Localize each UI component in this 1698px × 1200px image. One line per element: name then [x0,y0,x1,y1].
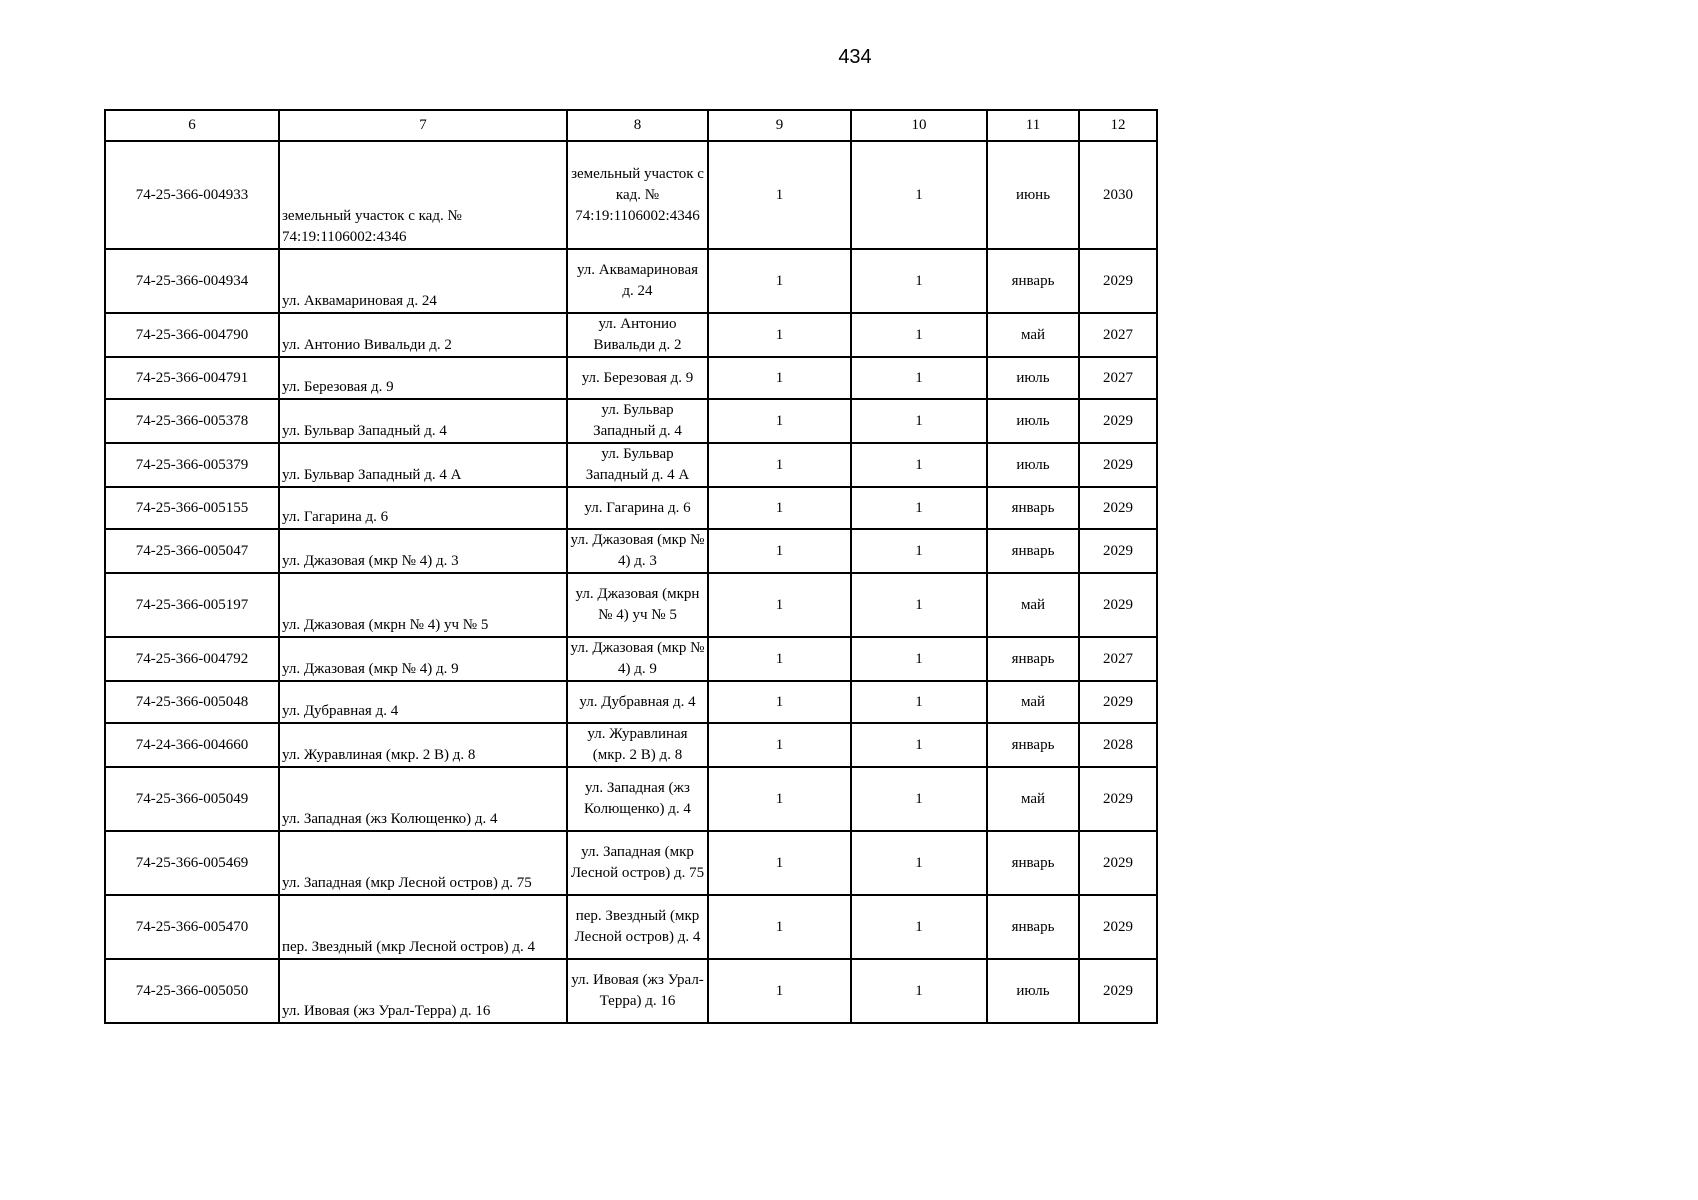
registry-number-cell: 74-25-366-005378 [105,399,279,443]
address-cell: ул. Березовая д. 9 [567,357,708,399]
address-cell: земельный участок с кад. № 74:19:1106002:4346 [567,141,708,249]
month-cell: май [987,681,1079,723]
column-header: 10 [851,110,987,141]
object-name-cell: ул. Березовая д. 9 [279,357,567,399]
year-cell: 2029 [1079,399,1157,443]
object-name-cell: ул. Журавлиная (мкр. 2 В) д. 8 [279,723,567,767]
value-10-cell: 1 [851,637,987,681]
value-9-cell: 1 [708,313,851,357]
year-cell: 2030 [1079,141,1157,249]
value-9-cell: 1 [708,767,851,831]
value-10-cell: 1 [851,681,987,723]
year-cell: 2027 [1079,313,1157,357]
address-cell: ул. Антонио Вивальди д. 2 [567,313,708,357]
column-header: 8 [567,110,708,141]
month-cell: май [987,767,1079,831]
value-10-cell: 1 [851,831,987,895]
table-row [105,249,1157,313]
table-body [105,141,1157,1023]
table-row [105,141,1157,249]
value-9-cell: 1 [708,399,851,443]
month-cell: январь [987,895,1079,959]
value-10-cell: 1 [851,959,987,1023]
year-cell: 2027 [1079,637,1157,681]
month-cell: июль [987,357,1079,399]
month-cell: январь [987,487,1079,529]
address-cell: ул. Джазовая (мкр № 4) д. 9 [567,637,708,681]
value-10-cell: 1 [851,399,987,443]
table-row [105,573,1157,637]
month-cell: январь [987,637,1079,681]
year-cell: 2028 [1079,723,1157,767]
registry-number-cell: 74-24-366-004660 [105,723,279,767]
object-name-cell: ул. Гагарина д. 6 [279,487,567,529]
object-name-cell: ул. Бульвар Западный д. 4 А [279,443,567,487]
object-name-cell: земельный участок с кад. № 74:19:1106002:4346 [279,141,567,249]
table-row [105,637,1157,681]
registry-number-cell: 74-25-366-005470 [105,895,279,959]
month-cell: июль [987,959,1079,1023]
column-header: 6 [105,110,279,141]
address-cell: ул. Бульвар Западный д. 4 А [567,443,708,487]
year-cell: 2029 [1079,831,1157,895]
table-row [105,529,1157,573]
year-cell: 2029 [1079,443,1157,487]
year-cell: 2029 [1079,529,1157,573]
value-9-cell: 1 [708,637,851,681]
month-cell: январь [987,831,1079,895]
value-9-cell: 1 [708,487,851,529]
month-cell: июнь [987,141,1079,249]
registry-number-cell: 74-25-366-005469 [105,831,279,895]
table-row [105,487,1157,529]
object-name-cell: ул. Антонио Вивальди д. 2 [279,313,567,357]
value-10-cell: 1 [851,895,987,959]
registry-number-cell: 74-25-366-005050 [105,959,279,1023]
registry-number-cell: 74-25-366-004934 [105,249,279,313]
table-row [105,831,1157,895]
address-cell: ул. Джазовая (мкр № 4) д. 3 [567,529,708,573]
address-cell: ул. Джазовая (мкрн № 4) уч № 5 [567,573,708,637]
year-cell: 2029 [1079,249,1157,313]
value-10-cell: 1 [851,487,987,529]
table-row [105,357,1157,399]
table-row [105,767,1157,831]
value-9-cell: 1 [708,573,851,637]
header-row [105,110,1157,141]
value-10-cell: 1 [851,313,987,357]
value-9-cell: 1 [708,529,851,573]
year-cell: 2029 [1079,681,1157,723]
value-10-cell: 1 [851,573,987,637]
value-9-cell: 1 [708,895,851,959]
registry-number-cell: 74-25-366-004933 [105,141,279,249]
registry-number-cell: 74-25-366-005197 [105,573,279,637]
registry-number-cell: 74-25-366-005048 [105,681,279,723]
registry-number-cell: 74-25-366-005155 [105,487,279,529]
address-cell: ул. Гагарина д. 6 [567,487,708,529]
object-name-cell: ул. Аквамариновая д. 24 [279,249,567,313]
object-name-cell: ул. Западная (мкр Лесной остров) д. 75 [279,831,567,895]
registry-number-cell: 74-25-366-005047 [105,529,279,573]
table-row [105,723,1157,767]
registry-table [104,109,1158,1024]
page-number: 434 [838,46,872,68]
value-9-cell: 1 [708,723,851,767]
object-name-cell: ул. Ивовая (жз Урал-Терра) д. 16 [279,959,567,1023]
table-row [105,681,1157,723]
object-name-cell: ул. Бульвар Западный д. 4 [279,399,567,443]
value-9-cell: 1 [708,443,851,487]
address-cell: ул. Аквамариновая д. 24 [567,249,708,313]
address-cell: ул. Западная (мкр Лесной остров) д. 75 [567,831,708,895]
column-header: 9 [708,110,851,141]
address-cell: ул. Ивовая (жз Урал-Терра) д. 16 [567,959,708,1023]
column-header: 12 [1079,110,1157,141]
value-10-cell: 1 [851,249,987,313]
value-10-cell: 1 [851,357,987,399]
month-cell: январь [987,249,1079,313]
registry-number-cell: 74-25-366-004792 [105,637,279,681]
registry-number-cell: 74-25-366-005379 [105,443,279,487]
address-cell: ул. Западная (жз Колющенко) д. 4 [567,767,708,831]
address-cell: ул. Бульвар Западный д. 4 [567,399,708,443]
object-name-cell: ул. Джазовая (мкр № 4) д. 3 [279,529,567,573]
year-cell: 2029 [1079,487,1157,529]
object-name-cell: ул. Джазовая (мкр № 4) д. 9 [279,637,567,681]
month-cell: июль [987,443,1079,487]
registry-number-cell: 74-25-366-004791 [105,357,279,399]
table-row [105,443,1157,487]
year-cell: 2029 [1079,573,1157,637]
year-cell: 2029 [1079,767,1157,831]
year-cell: 2027 [1079,357,1157,399]
object-name-cell: ул. Дубравная д. 4 [279,681,567,723]
table-row [105,399,1157,443]
object-name-cell: ул. Западная (жз Колющенко) д. 4 [279,767,567,831]
value-10-cell: 1 [851,141,987,249]
value-10-cell: 1 [851,529,987,573]
year-cell: 2029 [1079,895,1157,959]
value-9-cell: 1 [708,959,851,1023]
value-10-cell: 1 [851,443,987,487]
month-cell: май [987,573,1079,637]
column-header: 11 [987,110,1079,141]
value-10-cell: 1 [851,723,987,767]
year-cell: 2029 [1079,959,1157,1023]
object-name-cell: пер. Звездный (мкр Лесной остров) д. 4 [279,895,567,959]
value-9-cell: 1 [708,357,851,399]
value-9-cell: 1 [708,249,851,313]
registry-number-cell: 74-25-366-004790 [105,313,279,357]
month-cell: январь [987,529,1079,573]
value-9-cell: 1 [708,681,851,723]
month-cell: июль [987,399,1079,443]
value-10-cell: 1 [851,767,987,831]
table-row [105,959,1157,1023]
table-row [105,895,1157,959]
value-9-cell: 1 [708,831,851,895]
registry-number-cell: 74-25-366-005049 [105,767,279,831]
address-cell: пер. Звездный (мкр Лесной остров) д. 4 [567,895,708,959]
table-row [105,313,1157,357]
column-header: 7 [279,110,567,141]
month-cell: май [987,313,1079,357]
month-cell: январь [987,723,1079,767]
object-name-cell: ул. Джазовая (мкрн № 4) уч № 5 [279,573,567,637]
address-cell: ул. Дубравная д. 4 [567,681,708,723]
value-9-cell: 1 [708,141,851,249]
address-cell: ул. Журавлиная (мкр. 2 В) д. 8 [567,723,708,767]
